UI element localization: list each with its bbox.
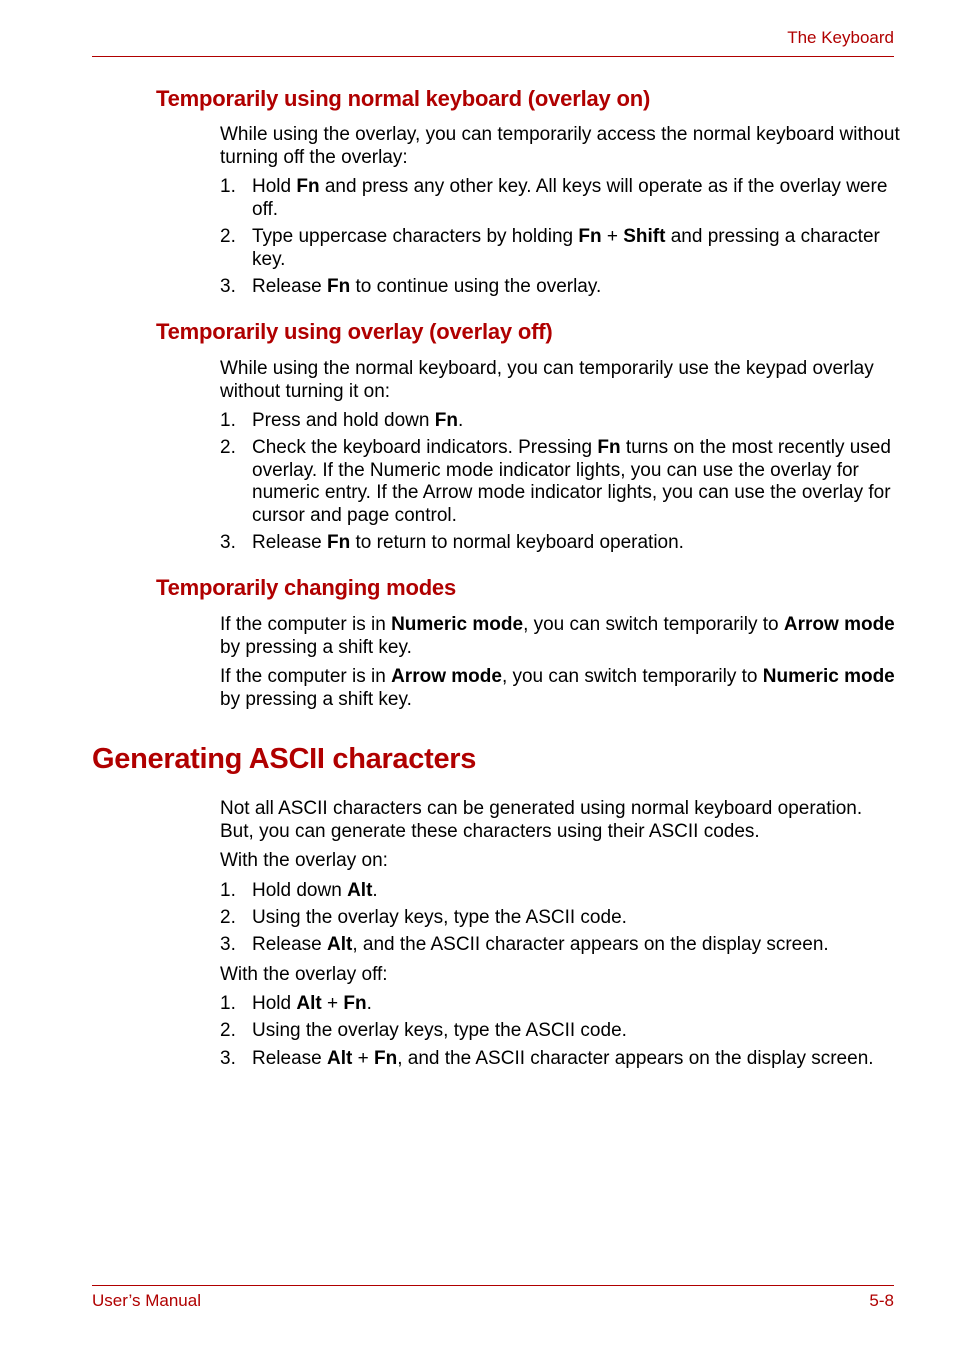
label-overlay-on: With the overlay on: [220, 850, 388, 871]
paragraph-arrow-to-numeric: If the computer is in Arrow mode, you can switch temporarily to Numeric mode by pressing a shift key. [220, 666, 895, 710]
list-number: 1. [220, 410, 236, 431]
list-item [220, 437, 900, 527]
label-overlay-off: With the overlay off: [220, 964, 388, 985]
list-item [220, 410, 900, 433]
list-text: Release Fn to continue using the overlay. [252, 276, 602, 297]
list-item [220, 993, 900, 1016]
list-text: Release Alt, and the ASCII character appears on the display screen. [252, 934, 829, 955]
intro-ascii: Not all ASCII characters can be generated using normal keyboard operation. But, you can generate these characters using their ASCII codes. [220, 798, 863, 842]
list-text: Release Alt + Fn, and the ASCII character appears on the display screen. [252, 1048, 874, 1069]
running-header-title: The Keyboard [787, 28, 894, 47]
intro-overlay-off: While using the normal keyboard, you can temporarily use the keypad overlay without turning it on: [220, 358, 874, 402]
list-item [220, 1048, 900, 1071]
list-number: 3. [220, 1048, 236, 1069]
list-text: Using the overlay keys, type the ASCII code. [252, 907, 627, 928]
heading-changing-modes: Temporarily changing modes [156, 575, 457, 600]
footer-manual-title: User’s Manual [92, 1291, 201, 1310]
list-number: 3. [220, 276, 236, 297]
list-item [220, 276, 900, 299]
list-item [220, 176, 900, 221]
list-text: Hold Alt + Fn. [252, 993, 372, 1014]
heading-overlay-on: Temporarily using normal keyboard (overlay on) [156, 86, 651, 111]
list-item [220, 532, 900, 555]
heading-generating-ascii: Generating ASCII characters [92, 743, 477, 775]
list-text: Release Fn to return to normal keyboard operation. [252, 532, 684, 553]
list-text: Check the keyboard indicators. Pressing Fn turns on the most recently used overlay. If the Numeric mode indicator lights, you can use the overlay for numeric entry. If the Arrow mode indicator lights, you can use the overlay for cursor and page control. [252, 437, 891, 526]
list-text: Using the overlay keys, type the ASCII code. [252, 1020, 627, 1041]
list-item [220, 880, 900, 903]
list-number: 3. [220, 934, 236, 955]
list-item [220, 934, 900, 957]
list-item [220, 907, 900, 930]
list-item [220, 1020, 900, 1043]
footer-rule [92, 1285, 894, 1286]
list-number: 1. [220, 993, 236, 1014]
paragraph-numeric-to-arrow: If the computer is in Numeric mode, you can switch temporarily to Arrow mode by pressing a shift key. [220, 614, 895, 658]
heading-overlay-off: Temporarily using overlay (overlay off) [156, 319, 553, 344]
list-number: 2. [220, 226, 236, 247]
list-number: 1. [220, 176, 236, 197]
list-number: 2. [220, 907, 236, 928]
list-item [220, 226, 900, 271]
header-rule [92, 56, 894, 57]
intro-overlay-on: While using the overlay, you can temporarily access the normal keyboard without turning off the overlay: [220, 124, 900, 168]
list-text: Type uppercase characters by holding Fn + Shift and pressing a character key. [252, 226, 880, 270]
list-number: 2. [220, 437, 236, 458]
page-number: 5-8 [869, 1291, 894, 1310]
list-text: Hold Fn and press any other key. All keys will operate as if the overlay were off. [252, 176, 888, 220]
list-number: 3. [220, 532, 236, 553]
list-number: 2. [220, 1020, 236, 1041]
list-text: Press and hold down Fn. [252, 410, 464, 431]
list-text: Hold down Alt. [252, 880, 378, 901]
list-number: 1. [220, 880, 236, 901]
